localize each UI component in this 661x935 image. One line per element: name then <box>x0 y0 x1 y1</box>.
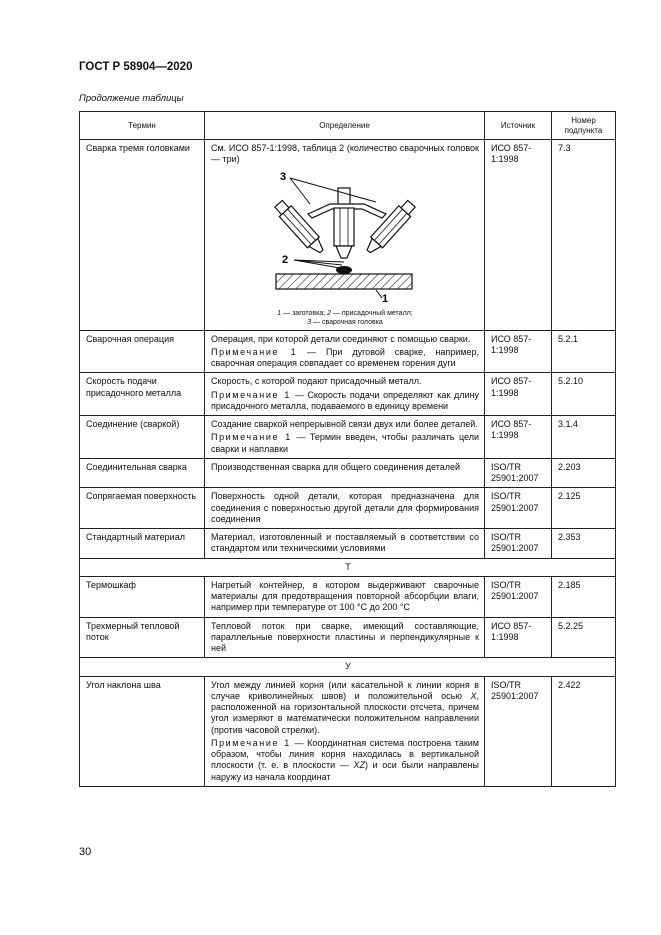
terms-table <box>79 111 616 787</box>
source-cell: ISO/TR 25901:2007 <box>485 676 552 786</box>
column-header-clause: Номер подпункта <box>552 112 616 140</box>
column-header-term: Термин <box>80 112 205 140</box>
definition-text: См. ИСО 857-1:1998, таблица 2 (количество сварочных головок — три) <box>211 143 479 165</box>
definition-cell: Производственная сварка для общего соединения деталей <box>205 458 485 488</box>
definition-cell <box>205 676 485 786</box>
table-row <box>80 576 616 617</box>
table-row <box>80 488 616 529</box>
source-cell: ISO/TR 25901:2007 <box>485 488 552 529</box>
clause-cell: 3.1.4 <box>552 416 616 459</box>
clause-cell: 5.2.25 <box>552 617 616 658</box>
figure-label-3: 3 <box>280 170 287 183</box>
definition-text: Скорость, с которой подают присадочный металл. <box>211 376 422 387</box>
source-cell: ИСО 857-1:1998 <box>485 416 552 459</box>
term-cell: Угол наклона шва <box>80 676 205 786</box>
definition-cell: Материал, изготовленный и поставляемый в соответствии со стандартом или техническими условиями <box>205 529 485 559</box>
clause-cell: 2.125 <box>552 488 616 529</box>
source-cell: ISO/TR 25901:2007 <box>485 576 552 617</box>
table-row <box>80 373 616 416</box>
definition-note: Примечание 1 — При дуговой сварке, например, сварочная операция совпадает со временем горения дуги <box>211 346 479 369</box>
table-row <box>80 416 616 459</box>
section-letter: У <box>80 658 616 676</box>
clause-cell: 7.3 <box>552 140 616 331</box>
table-row <box>80 617 616 658</box>
three-head-welding-diagram <box>270 170 420 308</box>
clause-cell: 5.2.10 <box>552 373 616 416</box>
definition-cell <box>205 330 485 373</box>
table-row <box>80 330 616 373</box>
table-header-row <box>80 112 616 140</box>
definition-text: Создание сваркой непрерывной связи двух или более деталей. <box>211 419 478 430</box>
column-header-definition: Определение <box>205 112 485 140</box>
clause-cell: 5.2.1 <box>552 330 616 373</box>
clause-cell: 2.185 <box>552 576 616 617</box>
definition-note: Примечание 1 — Термин введен, чтобы различать цели сварки и наплавки <box>211 432 479 454</box>
definition-note: Примечание 1 — Скорость подачи определяют как длину присадочного металла, подаваемого в единицу времени <box>211 389 479 411</box>
document-id: ГОСТ Р 58904—2020 <box>79 61 193 73</box>
table-row <box>80 676 616 786</box>
table-row <box>80 458 616 488</box>
term-cell: Стандартный материал <box>80 529 205 559</box>
source-cell: ИСО 857-1:1998 <box>485 140 552 331</box>
page-number: 30 <box>79 846 92 858</box>
section-letter: Т <box>80 558 616 576</box>
figure-caption: 1 — заготовка; 2 — присадочный металл; 3 — сварочная головка <box>277 309 413 326</box>
definition-cell <box>205 140 485 331</box>
table-continuation-label: Продолжение таблицы <box>79 93 184 104</box>
definition-cell: Тепловой поток при сварке, имеющий составляющие, параллельные поверхности пластины и перпендикулярные к ней <box>205 617 485 658</box>
clause-cell: 2.422 <box>552 676 616 786</box>
source-cell: ИСО 857-1:1998 <box>485 617 552 658</box>
section-row-t <box>80 558 616 576</box>
term-cell: Соединительная сварка <box>80 458 205 488</box>
term-cell: Скорость подачи присадочного металла <box>80 373 205 416</box>
definition-cell: Нагретый контейнер, в котором выдерживают сварочные материалы для предотвращения повторной абсорбции влаги, например при температуре от 100 °С до 200 °С <box>205 576 485 617</box>
definition-cell: Поверхность одной детали, которая предназначена для соединения с поверхностью другой детали для формирования соединения <box>205 488 485 529</box>
definition-note: Примечание 1 — Координатная система построена таким образом, чтобы линия корня находилась в вертикальной плоскости (т. е. в плоскости — XZ) и оси были направлены наружу из начала координат <box>211 737 479 782</box>
three-head-welding-figure <box>211 170 479 308</box>
table-row <box>80 529 616 559</box>
definition-text: Угол между линией корня (или касательной к линии корня в случае криволинейных швов) и положительной осью X, расположенной на горизонтальной плоскости отсчета, причем угол измеряют в математически положительном направлении (против часовой стрелки). <box>211 679 479 735</box>
source-cell: ИСО 857-1:1998 <box>485 373 552 416</box>
term-cell: Термошкаф <box>80 576 205 617</box>
workpiece-shape <box>276 274 412 289</box>
clause-cell: 2.203 <box>552 458 616 488</box>
section-row-u <box>80 658 616 676</box>
definition-cell <box>205 373 485 416</box>
table-row <box>80 140 616 331</box>
term-cell: Соединение (сваркой) <box>80 416 205 459</box>
clause-cell: 2.353 <box>552 529 616 559</box>
term-cell: Сварочная операция <box>80 330 205 373</box>
definition-text: Операция, при которой детали соединяют с помощью сварки. <box>211 333 471 344</box>
term-cell: Трехмерный тепловой поток <box>80 617 205 658</box>
figure-label-2: 2 <box>282 253 289 266</box>
source-cell: ИСО 857-1:1998 <box>485 330 552 373</box>
definition-cell <box>205 416 485 459</box>
column-header-source: Источник <box>485 112 552 140</box>
term-cell: Сварка тремя головками <box>80 140 205 331</box>
source-cell: ISO/TR 25901:2007 <box>485 529 552 559</box>
left-welding-head <box>273 198 328 256</box>
term-cell: Сопрягаемая поверхность <box>80 488 205 529</box>
center-welding-head <box>334 208 354 246</box>
figure-label-1: 1 <box>382 292 389 305</box>
source-cell: ISO/TR 25901:2007 <box>485 458 552 488</box>
